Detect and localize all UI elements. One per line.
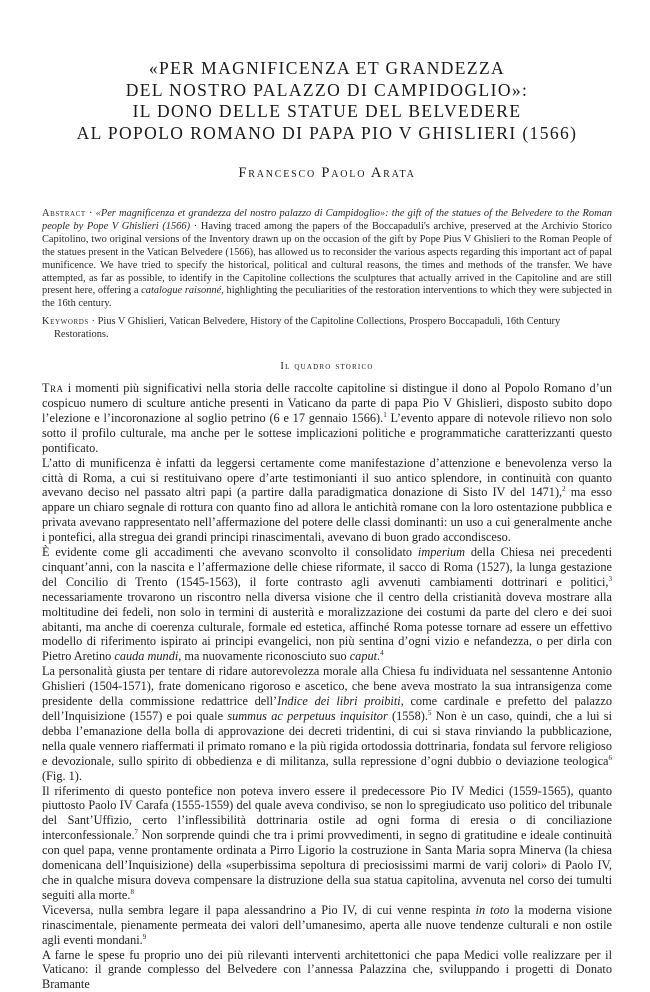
footnote-ref[interactable]: 1 xyxy=(383,411,387,419)
text-run: . xyxy=(377,649,380,663)
paragraph xyxy=(42,784,612,903)
keywords-text: Pius V Ghislieri, Vatican Belvedere, History of the Capitoline Collections, Prospero Boccapaduli, 16th Century Restorations. xyxy=(54,316,560,340)
text-run: L’evento appare di notevole rilievo non solo sotto il profilo culturale, ma anche per le sottese implicazioni politiche e programmatiche caratterizzanti questo pontificato. xyxy=(42,411,612,455)
text-run: Non sorprende quindi che tra i primi provvedimenti, in segno di gratitudine e ideale continuità con quel papa, venne prontamente ordinata a Pirro Ligorio la costruzione in Santa Maria sopra Minerva (la chiesa domenicana dell’Inquisizione) della «superbissima sepoltura di preciosissimi marmi de varij colori» di Paolo IV, che in qualche misura doveva compensare la distruzione della sua statua capitolina, avvenuta nel corso dei tumulti seguiti alla morte. xyxy=(42,828,612,902)
italic-term: caput xyxy=(350,649,377,663)
italic-term: Indice dei libri proibiti xyxy=(277,694,401,708)
footnote-ref[interactable]: 6 xyxy=(609,754,613,762)
text-run: necessariamente trovarono un riscontro nella diversa visione che il centro della cristianità doveva mostrare alla moltitudine dei fedeli, non solo in termini di austerità e moralizzazione dei costumi da parte del clero e dei suoi abitanti, ma anche di coerenza culturale, formale ed estetica, affinché Roma potesse tornare ad essere un effettivo modello di riferimento ispirato ai principi evangelici, non più sentina d’ogni vizio e nefandezza, o per dirla con Pietro Aretino xyxy=(42,590,612,664)
paragraph xyxy=(42,456,612,545)
abstract-text: , highlighting the peculiarities of the restoration interventions to which they were subjected in the 16th century. xyxy=(42,285,612,309)
text-run: Il riferimento di questo pontefice non poteva invero essere il predecessore Pio IV Medici (1559-1565), quanto piuttosto Paolo IV Carafa (1555-1559) del quale aveva condiviso, se non lo spregiudicato uso politico del tribunale del Sant’Uffizio, certo l’inflessibilità dottrinaria ostile ad ogni forma di eresia o di conciliazione interconfessionale. xyxy=(42,784,612,843)
abstract-separator: · xyxy=(86,208,96,219)
footnote-ref[interactable]: 5 xyxy=(428,709,432,717)
text-run: A farne le spese fu proprio uno dei più rilevanti interventi architettonici che papa Medici volle realizzare per il Vaticano: il grande complesso del Belvedere con l’annessa Palazzina che, sviluppando i progetti di Donato Bramante xyxy=(42,948,612,992)
text-run: , ma nuovamente riconosciuto suo xyxy=(178,649,349,663)
abstract-text: · Having traced among the papers of the Boccapaduli's archive, preserved at the Archivio Storico Capitolino, two original versions of the Inventory drawn up on the occasion of the gift by Pope Pius V Ghislieri to the Roman People of the statues present in the Vatican Belvedere (1566), has allowed us to reconsider the various aspects regarding this important act of papal munificence. We have tried to specify the historical, political and cultural reasons, the times and methods of the transfer. We have attempted, as far as possible, to identify in the Capitoline collections the sculptures that actually arrived in the Capitoline and are still present here, offering a xyxy=(42,221,612,297)
paragraph xyxy=(42,545,612,664)
text-run: La personalità giusta per tentare di ridare autorevolezza morale alla Chiesa fu individuata nel sessantenne Antonio Ghislieri (1504-1571), frate domenicano rigoroso e ascetico, che bene aveva mostrato la sua intransigenza come presidente della commissione redattrice dell’ xyxy=(42,664,612,708)
paragraph xyxy=(42,381,612,456)
footnote-ref[interactable]: 9 xyxy=(143,933,147,941)
body-text xyxy=(42,381,612,992)
keywords-label: Keywords xyxy=(42,316,89,327)
italic-term: imperium xyxy=(418,545,465,559)
keywords-separator: · xyxy=(89,316,98,327)
text-run: i momenti più significativi nella storia delle raccolte capitoline si distingue il dono al Popolo Romano d’un cospicuo numero di sculture antiche presenti in Vaticano da parte di papa Pio V Ghislieri, disposto subito dopo l’elezione e l’incoronazione al soglio petrino (6 e 17 gennaio 1566). xyxy=(42,381,612,425)
abstract-italic-term: catalogue raisonné xyxy=(141,285,221,296)
text-run: È evidente come gli accadimenti che avevano sconvolto il consolidato xyxy=(42,545,418,559)
title-line: IL DONO DELLE STATUE DEL BELVEDERE xyxy=(42,101,612,123)
footnote-ref[interactable]: 4 xyxy=(380,649,384,657)
paper-page xyxy=(42,58,612,992)
section-heading: Il quadro storico xyxy=(42,361,612,372)
footnote-ref[interactable]: 2 xyxy=(562,485,566,493)
footnote-ref[interactable]: 8 xyxy=(130,888,134,896)
footnote-ref[interactable]: 7 xyxy=(135,828,139,836)
paragraph xyxy=(42,664,612,783)
text-run: L’atto di munificenza è infatti da leggersi certamente come manifestazione d’attenzione e benevolenza verso la città di Roma, a cui si restituivano opere d’arte testimonianti il suo antico splendore, in continuità con quanto avevano deciso nel passato altri papi (a partire dalla paradigmatica donazione di Sisto IV del 1471), xyxy=(42,456,612,500)
title-line: AL POPOLO ROMANO DI PAPA PIO V GHISLIERI (1566) xyxy=(42,123,612,145)
keywords xyxy=(42,316,612,342)
text-run: , come cardinale e prefetto del palazzo dell’Inquisizione (1557) e poi quale xyxy=(42,694,612,723)
italic-term: in toto xyxy=(476,903,510,917)
italic-term: cauda mundi xyxy=(114,649,178,663)
article-title xyxy=(42,58,612,144)
abstract xyxy=(42,208,612,311)
text-run: Non è un caso, quindi, che a lui si debba l’emanazione della bolla di approvazione dei decreti tridentini, di cui si stava rinviando la pubblicazione, nella quale vennero riaffermati il primato romano e la più rigida ortodossia dottrinaria, fondata sul fervore religioso e devozionale, sullo spirito di obbedienza e di militanza, sulla repressione d’ogni dubbio o deviazione teologica xyxy=(42,709,612,768)
italic-term: summus ac perpetuus inquisitor xyxy=(227,709,387,723)
title-line: «PER MAGNIFICENZA ET GRANDEZZA xyxy=(42,58,612,80)
abstract-english-title: «Per magnificenza et grandezza del nostro palazzo di Campidoglio»: the gift of the statues of the Belvedere to the Roman people by Pope V Ghislieri (1566) xyxy=(42,208,612,232)
paragraph xyxy=(42,903,612,948)
paragraph xyxy=(42,948,612,992)
text-run: (1558). xyxy=(388,709,428,723)
footnote-ref[interactable]: 3 xyxy=(609,575,613,583)
text-run: la moderna visione rinascimentale, pienamente permeata dei valori dell’umanesimo, aperta alle nuove tendenze culturali e non ostile agli eventi mondani. xyxy=(42,903,612,947)
author-name: Francesco Paolo Arata xyxy=(42,165,612,182)
title-line: DEL NOSTRO PALAZZO DI CAMPIDOGLIO»: xyxy=(42,80,612,102)
opening-small-caps: Tra xyxy=(42,381,64,395)
abstract-label: Abstract xyxy=(42,208,86,219)
text-run: della Chiesa nei precedenti cinquant’anni, con la nascita e l’affermazione delle chiese riformate, il sacco di Roma (1527), la lunga gestazione del Concilio di Trento (1545-1563), il forte contrasto agli avvenuti cambiamenti dottrinari e politici, xyxy=(42,545,612,589)
text-run: Viceversa, nulla sembra legare il papa alessandrino a Pio IV, di cui venne respinta xyxy=(42,903,476,917)
text-run: ma esso appare un chiaro segnale di rottura con quanto fino ad allora le antichità romane con la loro ostentazione pubblica e privata avevano rappresentato nell’affermazione del potere delle classi dominanti: un uso a cui generalmente anche i pontefici, alla stregua dei grandi principi rinascimentali, avevano di buon grado accondisceso. xyxy=(42,485,612,544)
figure-reference[interactable]: (Fig. 1). xyxy=(42,769,82,783)
